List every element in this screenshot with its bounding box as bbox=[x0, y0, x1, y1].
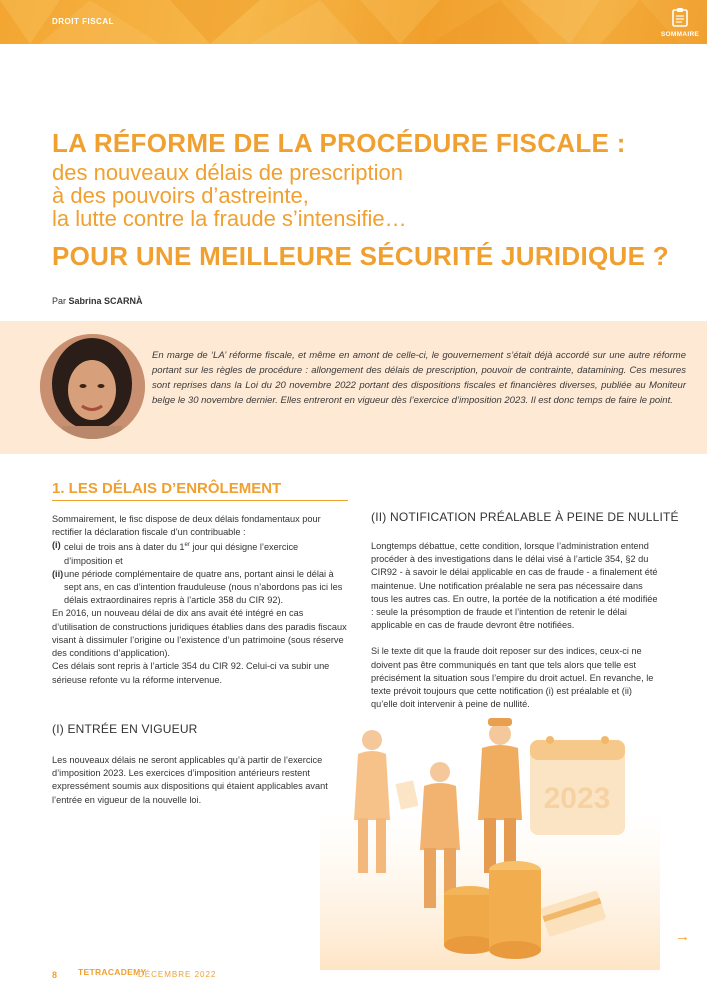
byline bbox=[52, 296, 143, 306]
issue-date: DÉCEMBRE 2022 bbox=[138, 970, 217, 979]
author-avatar bbox=[40, 334, 145, 439]
list-item bbox=[52, 539, 348, 567]
section-heading: 1. LES DÉLAIS D’ENRÔLEMENT bbox=[52, 480, 282, 497]
left-column bbox=[52, 513, 348, 687]
calendar-year: 2023 bbox=[543, 782, 611, 815]
byline-prefix: Par bbox=[52, 296, 67, 306]
section-divider bbox=[52, 500, 348, 501]
subsection-heading-ii: (II) NOTIFICATION PRÉALABLE À PEINE DE NULLITÉ bbox=[371, 510, 679, 524]
superscript: er bbox=[184, 542, 190, 549]
paragraph: Sommairement, le fisc dispose de deux délais fondamentaux pour rectifier la déclaration fiscale d’un contribuable : bbox=[52, 514, 321, 538]
list-number: (i) bbox=[52, 540, 61, 551]
section-label: DROIT FISCAL bbox=[52, 17, 114, 26]
article-title-second: POUR UNE MEILLEURE SÉCURITÉ JURIDIQUE ? bbox=[52, 241, 669, 271]
paragraph: Longtemps débattue, cette condition, lorsque l’administration entend procéder à des investigations dans le délai visé à l’article 354, §2 du CIR92 - à savoir le délai applicable en cas de fraude - a finalement été maintenue. Une notification préalable ne sera pas nécessaire dans tous les autres cas. En outre, la portée de la notification a été modifiée : seule la présomption de fraude et l’intention de retenir le délai applicable en cas de fraude devront être notifiées. bbox=[371, 541, 658, 631]
paragraph: Ces délais sont repris à l’article 354 du CIR 92. Celui-ci va subir une sérieuse refonte vu la réforme intervenue. bbox=[52, 661, 330, 685]
list-item-text: jour qui désigne l’exercice d’imposition et bbox=[64, 542, 299, 566]
subtitle-line-3: la lutte contre la fraude s’intensifie… bbox=[52, 206, 407, 231]
list-item bbox=[52, 568, 348, 608]
paragraph: En 2016, un nouveau délai de dix ans avait été intégré en cas d’utilisation de constructions juridiques établies dans des paradis fiscaux visant à dissimuler l’origine ou l’existence d’un patrimoine (sous réserve des conditions d’application). bbox=[52, 608, 347, 659]
author-name: Sabrina SCARNÀ bbox=[68, 296, 143, 306]
article-title: LA RÉFORME DE LA PROCÉDURE FISCALE : bbox=[52, 128, 626, 158]
intro-text: En marge de ‘LA’ réforme fiscale, et même en amont de celle-ci, le gouvernement s’était déjà accordé sur une autre réforme portant sur les règles de procédure : allongement des délais de prescription, pouvoir de contrainte, datamining. Ces mesures sont reprises dans la Loi du 20 novembre 2022 portant des dispositions fiscales et financières diverses, publiée au Moniteur belge le 30 novembre dernier. Elles entreront en vigueur dès l’exercice d’imposition 2023. Il est donc temps de faire le point. bbox=[152, 350, 686, 406]
next-page-arrow-icon[interactable]: → bbox=[675, 928, 690, 945]
clipboard-icon bbox=[672, 7, 688, 27]
list-item-text: une période complémentaire de quatre ans, portant ainsi le délai à sept ans, en cas d’intention frauduleuse (nous n’abordons pas ici les délais extraordinaires repris à l’article 358 du CIR 92). bbox=[64, 568, 343, 606]
fiscal-illustration bbox=[320, 710, 660, 970]
paragraph: Si le texte dit que la fraude doit reposer sur des indices, ceux-ci ne doivent pas être communiqués en tant que tels alors que telle est précisément la situation sous l’empire du droit actuel. En revanche, le texte prévoit toujours que cette notification (i) est préalable et (ii) qu’elle doit intervenir à peine de nullité. bbox=[371, 646, 654, 710]
list-number: (ii) bbox=[52, 568, 64, 579]
header-banner bbox=[0, 0, 707, 44]
subtitle-line-2: à des pouvoirs d’astreinte, bbox=[52, 183, 309, 208]
subsection-i-text: Les nouveaux délais ne seront applicables qu’à partir de l’exercice d’imposition 2023. Les exercices d’imposition antérieurs restent expressément soumis aux dispositions qui étaient applicables avant l’entrée en vigueur de la nouvelle loi. bbox=[52, 755, 328, 805]
page-number: 8 bbox=[52, 970, 58, 980]
list-item-text: celui de trois ans à dater du 1 bbox=[64, 542, 185, 553]
subsection-heading-i: (I) ENTRÉE EN VIGUEUR bbox=[52, 722, 198, 736]
publisher-logo: TETRACADEMY bbox=[78, 967, 147, 977]
sommaire-label: SOMMAIRE bbox=[660, 31, 700, 38]
sommaire-button[interactable] bbox=[653, 0, 707, 44]
right-column bbox=[371, 540, 659, 711]
subtitle-line-1: des nouveaux délais de prescription bbox=[52, 160, 404, 185]
calendar-icon bbox=[530, 736, 625, 835]
